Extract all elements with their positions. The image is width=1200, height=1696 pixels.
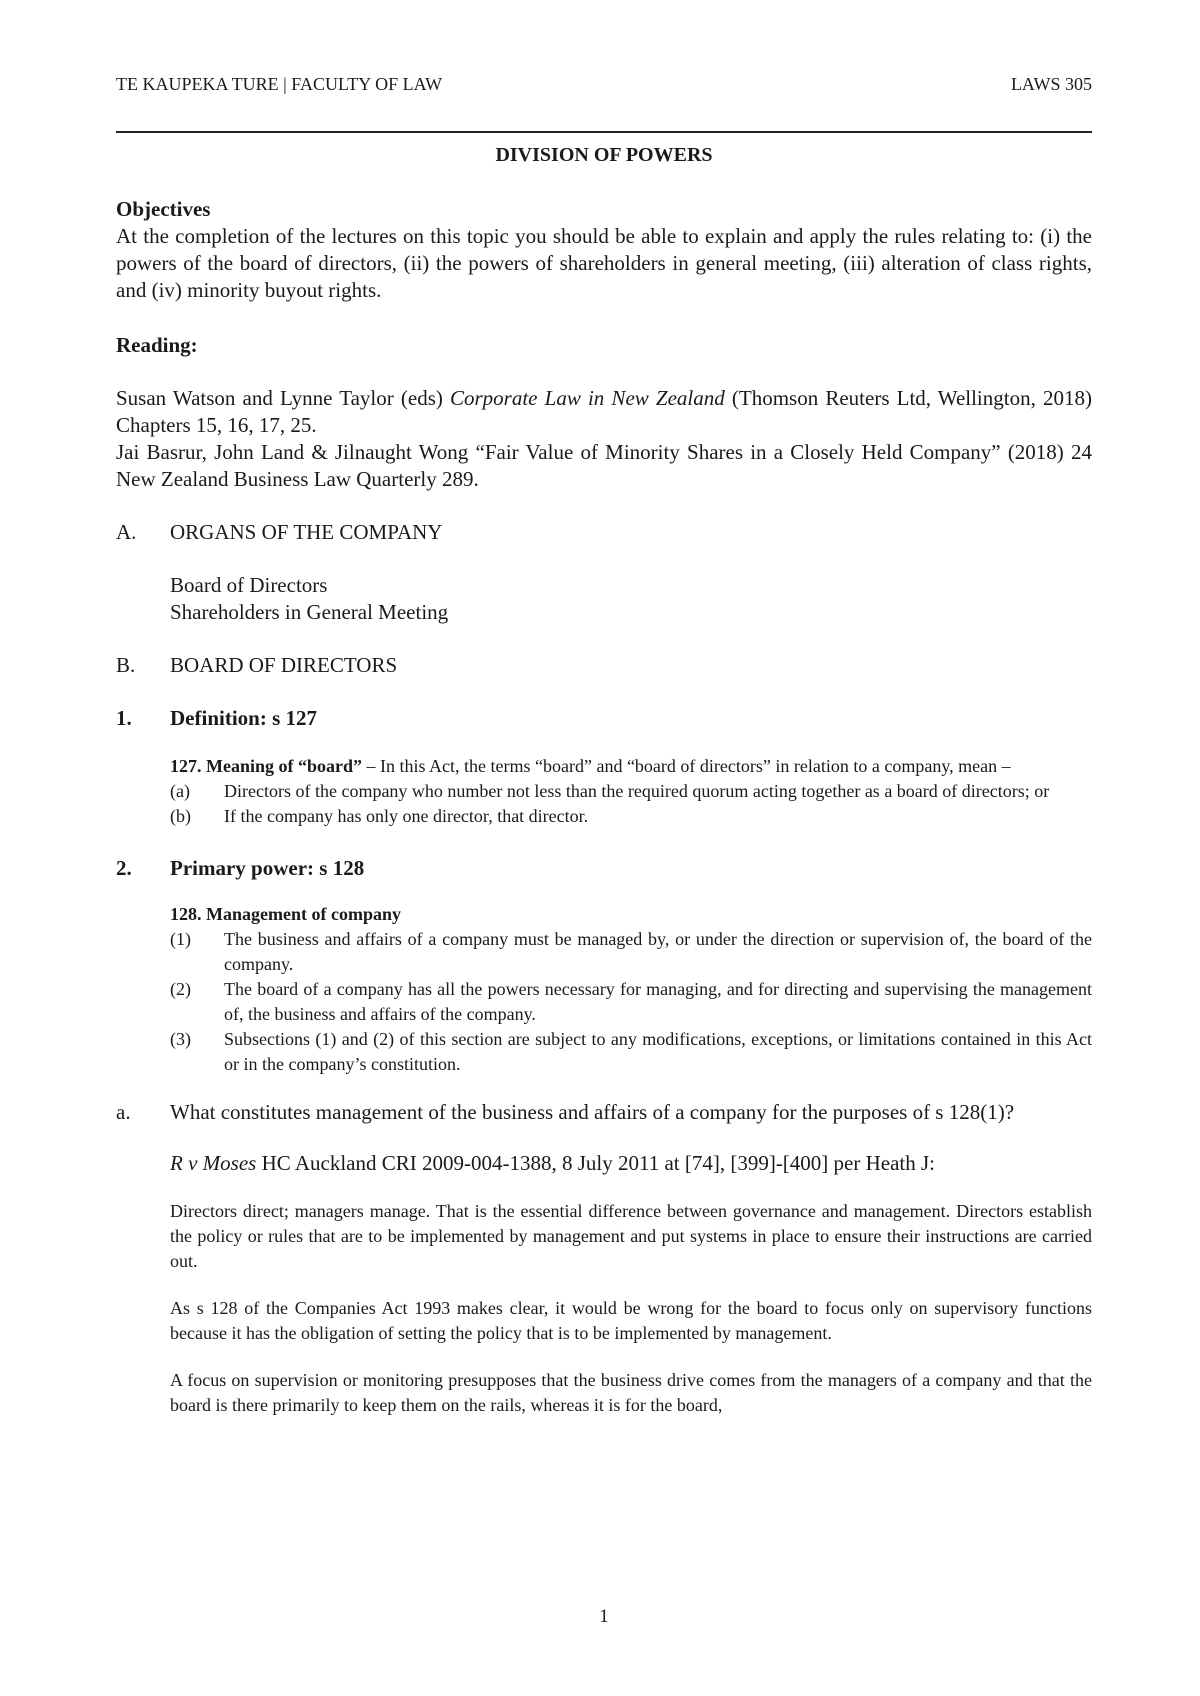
- item-2-heading: 2. Primary power: s 128: [116, 856, 365, 880]
- organ-item: Board of Directors: [170, 573, 328, 597]
- item-1-heading: 1. Definition: s 127: [116, 706, 317, 730]
- quote-paragraph: As s 128 of the Companies Act 1993 makes clear, it would be wrong for the board to focus only on supervisory functions because it has the obligation of setting the policy that is to be implemented by management.: [170, 1298, 1092, 1343]
- objectives-text: At the completion of the lectures on this topic you should be able to explain and apply the rules relating to: (i) the powers of the board of directors, (ii) the powers of shareholders in general meeting, (iii) alteration of class rights, and (iv) minority buyout rights.: [116, 224, 1092, 302]
- header-rule: [116, 131, 1092, 133]
- s128-sub-2: (2) The board of a company has all the powers necessary for managing, and for directing and supervising the management of, the business and affairs of the company.: [170, 979, 1092, 1024]
- reading-ref-1: Susan Watson and Lynne Taylor (eds) Corporate Law in New Zealand (Thomson Reuters Ltd, Wellington, 2018) Chapters 15, 16, 17, 25.: [116, 386, 1092, 437]
- quote-paragraph: Directors direct; managers manage. That is the essential difference between governance and management. Directors establish the policy or rules that are to be implemented by management and put systems in place to ensure their instructions are carried out.: [170, 1201, 1092, 1271]
- page-number: 1: [599, 1606, 609, 1627]
- objectives-heading: Objectives: [116, 197, 211, 221]
- reading-heading: Reading:: [116, 333, 198, 357]
- document-page: [116, 0, 1092, 1696]
- page-title: DIVISION OF POWERS: [495, 144, 713, 166]
- s128-sub-3: (3) Subsections (1) and (2) of this section are subject to any modifications, exceptions, or limitations contained in this Act or in the company’s constitution.: [170, 1029, 1092, 1074]
- header-course-code: LAWS 305: [1010, 74, 1092, 94]
- document-body: [116, 196, 1092, 1418]
- reading-ref-2: Jai Basrur, John Land & Jilnaught Wong “Fair Value of Minority Shares in a Closely Held Company” (2018) 24 New Zealand Business Law Quarterly 289.: [116, 440, 1092, 491]
- question-a: a. What constitutes management of the business and affairs of a company for the purposes of s 128(1)?: [116, 1100, 1015, 1124]
- organ-item: Shareholders in General Meeting: [170, 600, 449, 624]
- section-a-heading: A. ORGANS OF THE COMPANY: [116, 520, 443, 544]
- s128-provision-heading: 128. Management of company: [170, 904, 401, 924]
- header-faculty: TE KAUPEKA TURE | FACULTY OF LAW: [116, 74, 443, 94]
- s128-sub-1: (1) The business and affairs of a company must be managed by, or under the direction or supervision of, the board of the company.: [170, 929, 1092, 974]
- s127-sub-b: (b) If the company has only one director, that director.: [170, 806, 589, 826]
- s127-sub-a: (a) Directors of the company who number not less than the required quorum acting together as a board of directors; or: [170, 781, 1050, 801]
- quote-paragraph: A focus on supervision or monitoring presupposes that the business drive comes from the managers of a company and that the board is there primarily to keep them on the rails, whereas it is for the board,: [170, 1370, 1092, 1415]
- section-b-heading: B. BOARD OF DIRECTORS: [116, 653, 398, 677]
- s127-provision: 127. Meaning of “board” – In this Act, the terms “board” and “board of directors” in relation to a company, mean –: [170, 756, 1011, 776]
- case-citation: R v Moses HC Auckland CRI 2009-004-1388, 8 July 2011 at [74], [399]-[400] per Heath J:: [170, 1151, 936, 1175]
